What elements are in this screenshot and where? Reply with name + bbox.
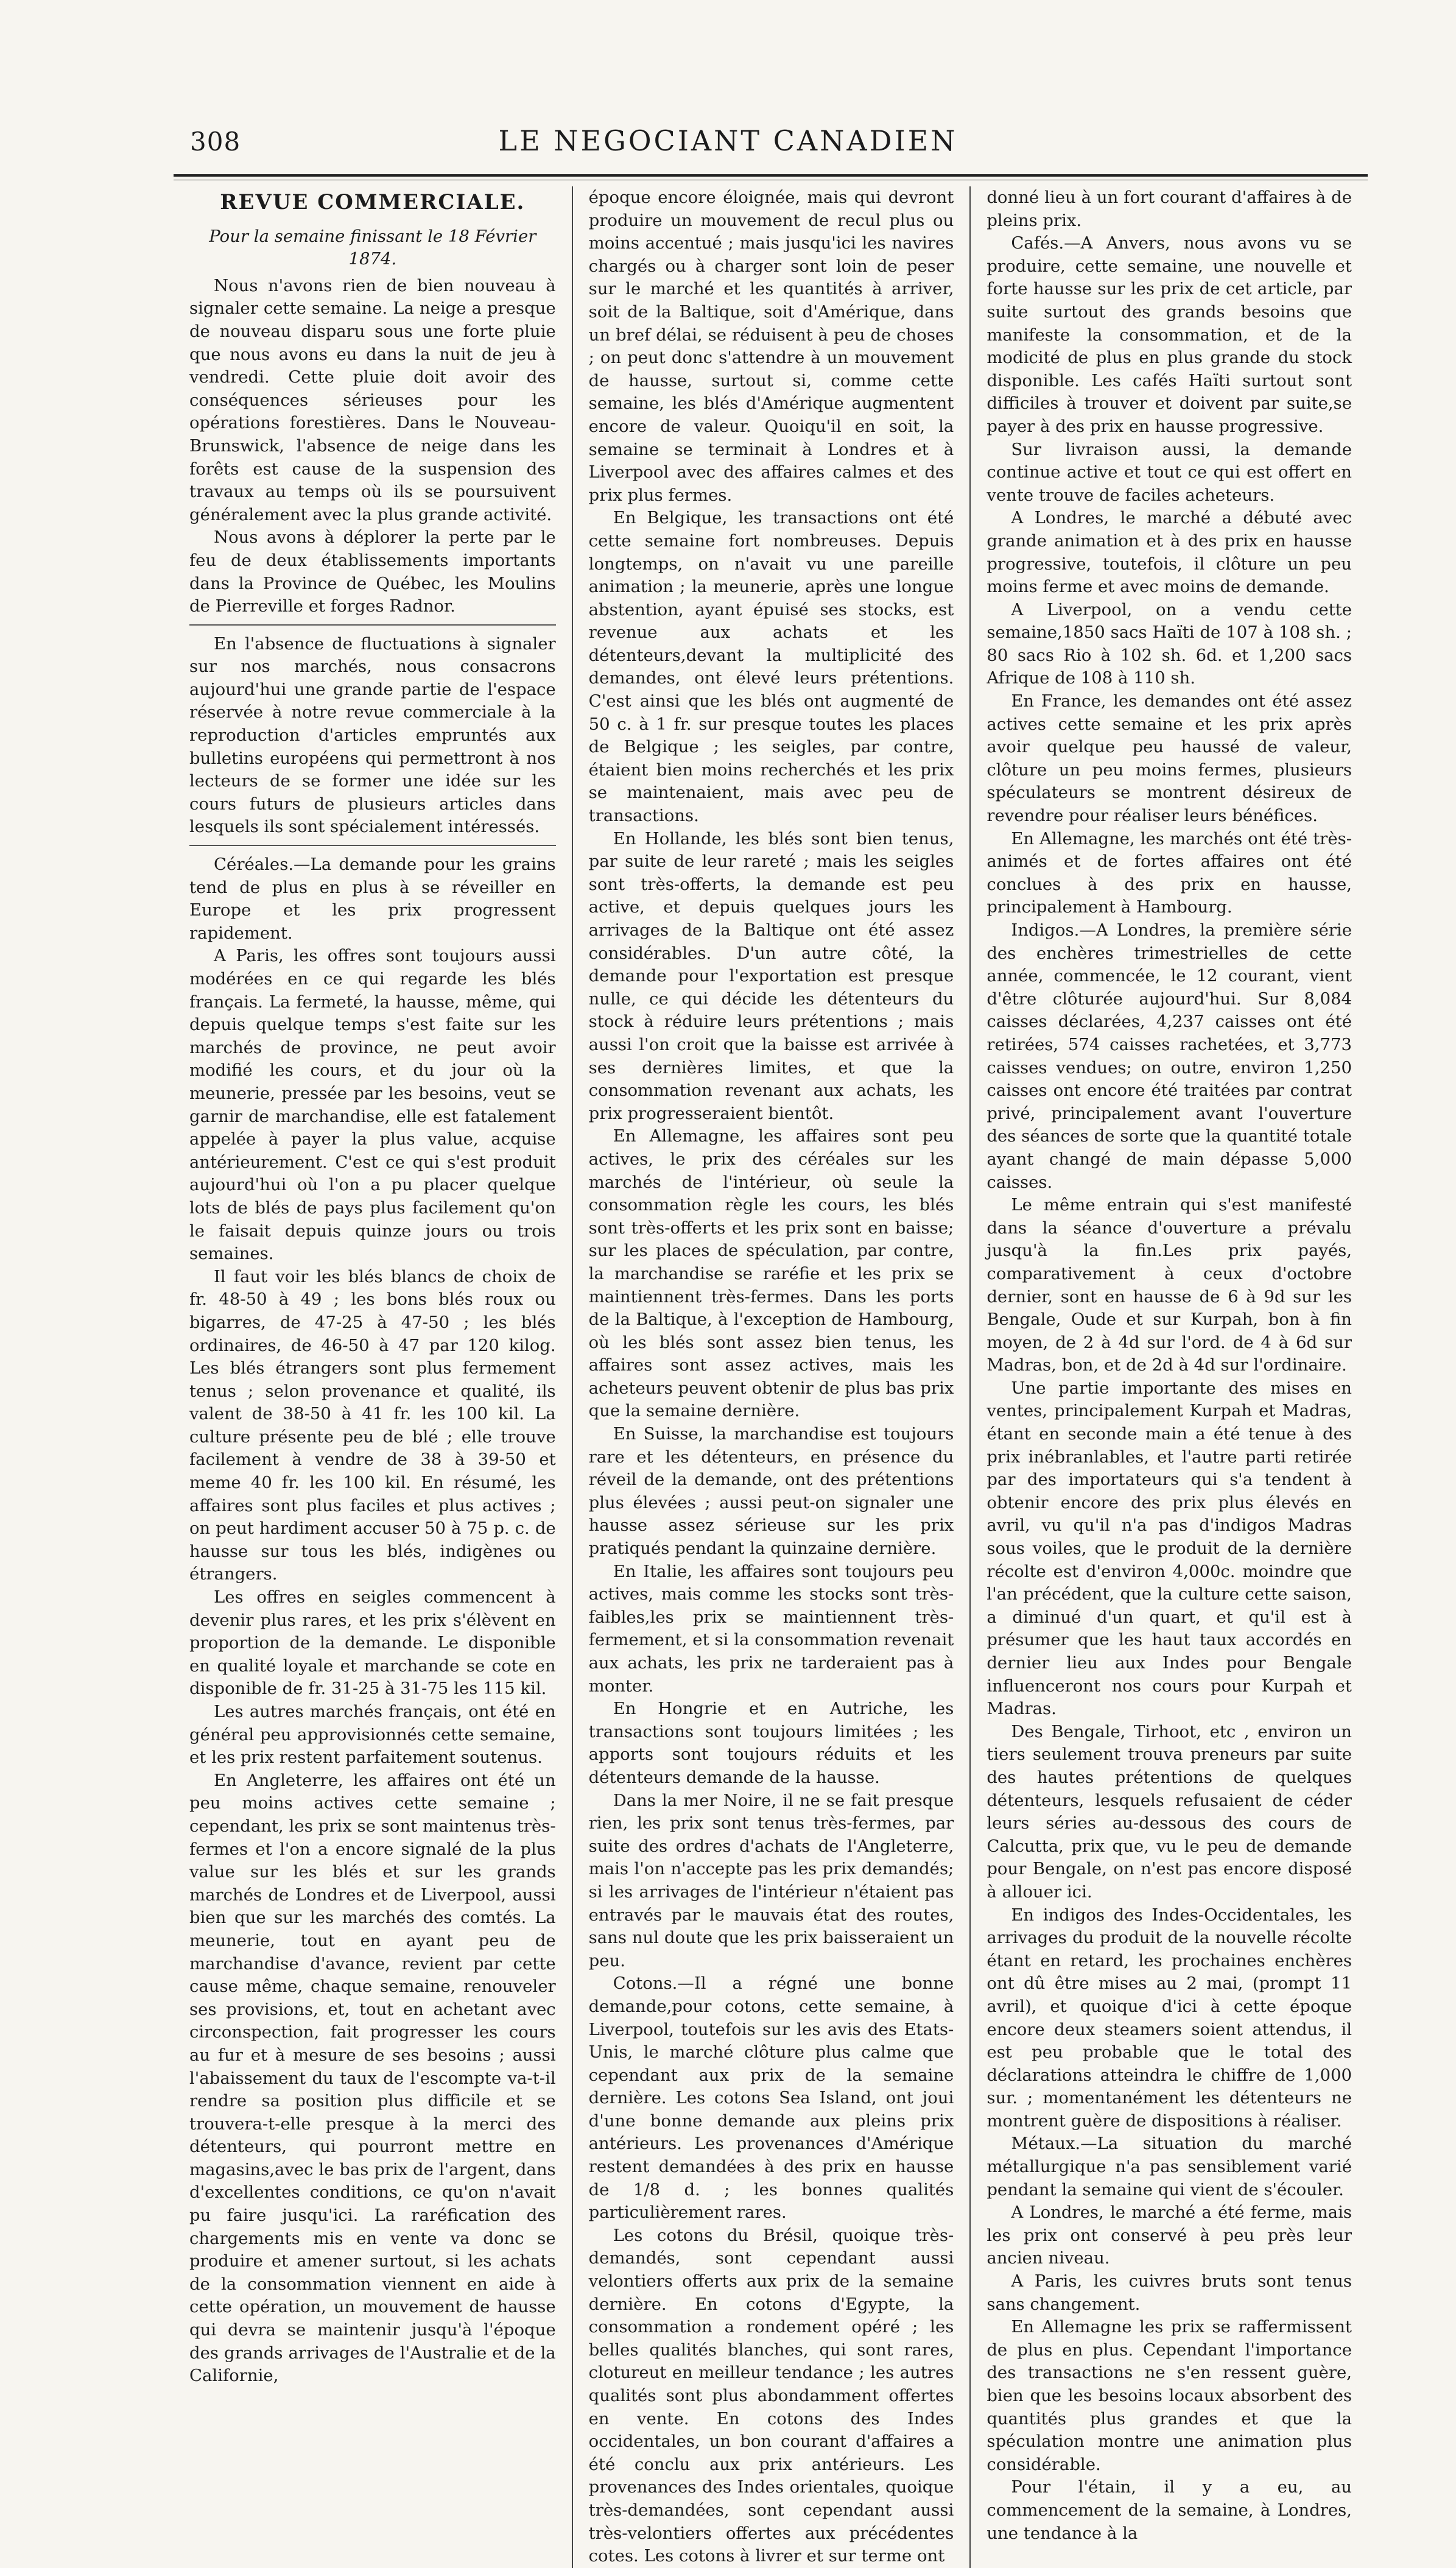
- paragraph: Nous n'avons rien de bien nouveau à signaler cette semaine. La neige a presque de nouveau disparu sous une forte pluie que nous avons eu dans la nuit de jeu à vendredi. Cette pluie doit avoir des conséquences sérieuses pour les opérations forestières. Dans le Nouveau-Brunswick, l'absence de neige dans les forêts est cause de la suspension des travaux au temps où ils se poursuivent généralement avec la plus grande activité.: [189, 275, 556, 524]
- paragraph: époque encore éloignée, mais qui devront produire un mouvement de recul plus ou moins accentué ; mais jusqu'ici les navires chargés ou à charger sont loin de peser sur le marché et les quantités à arriver, soit de la Baltique, soit d'Amérique, dans un bref délai, se réduisent à peu de choses ; on peut donc s'attendre à un mouvement de hausse, surtout si, comme cette semaine, les blés d'Amérique augmentent encore de valeur. Quoiqu'il en soit, la semaine se terminait à Londres et à Liverpool avec des affaires calmes et des prix plus fermes.: [588, 188, 954, 505]
- paragraph: Dans la mer Noire, il ne se fait presque rien, les prix sont tenus très-fermes, par suite des ordres d'achats de l'Angleterre, mais l'on n'accepte pas les prix demandés; si les arrivages de l'intérieur n'étaient pas entravés par le mauvais état des routes, sans nul doute que les prix baisseraient un peu.: [588, 1790, 954, 1970]
- paragraph: A Londres, le marché a été ferme, mais les prix ont conservé à peu près leur ancien niveau.: [986, 2203, 1352, 2268]
- header-rule: [174, 174, 1368, 180]
- paragraph: Cotons.—Il a régné une bonne demande,pour cotons, cette semaine, à Liverpool, toutefois sur les avis des Etats-Unis, le marché clôture plus calme que cependant aux prix de la semaine dernière. Les cotons Sea Island, ont joui d'une bonne demande aux pleins prix antérieurs. Les provenances d'Amérique restent demandées à des prix en hausse de 1/8 d. ; les bonnes qualités particulièrement rares.: [588, 1974, 954, 2223]
- paragraph: Métaux.—La situation du marché métallurgique n'a pas sensiblement varié pendant la semaine qui vient de s'écouler.: [986, 2134, 1352, 2199]
- paragraph: Il faut voir les blés blancs de choix de fr. 48-50 à 49 ; les bons blés roux ou bigarres, de 47-25 à 47-50 ; les blés ordinaires, de 46-50 à 47 par 120 kilog. Les blés étrangers sont plus fermement tenus ; selon provenance et qualité, ils valent de 38-50 à 41 fr. les 100 kil. La culture présente peu de blé ; elle trouve facilement à vendre de 38 à 39-50 et meme 40 fr. les 100 kil. En résumé, les affaires sont plus faciles et plus actives ; on peut hardiment accuser 50 à 75 p. c. de hausse sur tous les blés, indigènes ou étrangers.: [189, 1266, 556, 1584]
- dateline: Pour la semaine finissant le 18 Février 1874.: [209, 226, 536, 269]
- paragraph: Les autres marchés français, ont été en général peu approvisionnés cette semaine, et les prix restent parfaitement soutenus.: [189, 1702, 556, 1768]
- paragraph: Indigos.—A Londres, la première série des enchères trimestrielles de cette année, commencée, le 12 courant, vient d'être clôturée aujourd'hui. Sur 8,084 caisses déclarées, 4,237 caisses ont été retirées, 574 caisses rachetées, et 3,773 caisses vendues; on outre, environ 1,250 caisses ont encore été traitées par contrat privé, principalement avant l'ouverture des séances de sorte que la quantité totale ayant changé de main dépasse 5,000 caisses.: [986, 920, 1352, 1192]
- running-title: LE NEGOCIANT CANADIEN: [498, 124, 958, 157]
- paragraph: Céréales.—La demande pour les grains tend de plus en plus à se réveiller en Europe et les prix progressent rapidement.: [189, 855, 556, 943]
- paragraph: Le même entrain qui s'est manifesté dans la séance d'ouverture a prévalu jusqu'à la fin.Les prix payés, comparativement à ceux d'octobre dernier, sont en hausse de 6 à 9d sur les Bengale, Oude et sur Kurpah, bon à fin moyen, de 2 à 4d sur l'ord. de 4 à 6d sur Madras, bon, et de 2d à 4d sur l'ordinaire.: [986, 1195, 1352, 1375]
- paragraph: En Italie, les affaires sont toujours peu actives, mais comme les stocks sont très-faibles,les prix se maintiennent très-fermement, et si la consommation revenait aux achats, les prix ne tarderaient pas à monter.: [588, 1561, 954, 1696]
- paragraph: Les cotons du Brésil, quoique très-demandés, sont cependant aussi velontiers offerts aux prix de la semaine dernière. En cotons d'Egypte, la consommation a rondement opéré ; les belles qualités blanches, qui sont rares, clotureut en meilleur tendance ; les autres qualités sont plus abondamment offertes en vente. En cotons des Indes occidentales, un bon courant d'affaires a été conclu aux prix antérieurs. Les provenances des Indes orientales, quoique très-demandées, sont cependant aussi très-velontiers offertes aux précédentes cotes. Les cotons à livrer et sur terme ont: [588, 2225, 954, 2566]
- article-columns: [174, 186, 1368, 2566]
- paragraph: Les offres en seigles commencent à devenir plus rares, et les prix s'élèvent en proportion de la demande. Le disponible en qualité loyale et marchande se cote en disponible de fr. 31-25 à 31-75 les 115 kil.: [189, 1587, 556, 1699]
- column-2: [572, 186, 970, 2568]
- section-divider: [189, 845, 556, 846]
- paragraph: Des Bengale, Tirhoot, etc , environ un tiers seulement trouva preneurs par suite des hautes prétentions de quelques détenteurs, lesquels refusaient de céder leurs séries au-dessous des cours de Calcutta, prix que, vu le peu de demande pour Bengale, on n'est pas encore disposé à allouer ici.: [986, 1721, 1352, 1902]
- section-divider: [189, 624, 556, 626]
- paragraph: En Allemagne, les marchés ont été très-animés et de fortes affaires ont été conclues à des prix en hausse, principalement à Hambourg.: [986, 828, 1352, 917]
- page-number: 308: [190, 127, 241, 157]
- paragraph: Sur livraison aussi, la demande continue active et tout ce qui est offert en vente trouve de faciles acheteurs.: [986, 439, 1352, 505]
- paragraph: Pour l'étain, il y a eu, au commencement de la semaine, à Londres, une tendance à la: [986, 2477, 1352, 2543]
- paragraph: En France, les demandes ont été assez actives cette semaine et les prix après avoir quelque peu haussé de valeur, clôture un peu moins fermes, plusieurs spéculateurs se montrent désireux de revendre pour réaliser leurs bénéfices.: [986, 691, 1352, 826]
- paragraph: En indigos des Indes-Occidentales, les arrivages du produit de la nouvelle récolte étant en retard, les prochaines enchères ont dû être mises au 2 mai, (prompt 11 avril), et quoique d'ici à cette époque encore deux steamers soient attendus, il est peu probable que le total des déclarations atteindra le chiffre de 1,000 sur. ; momentanément les détenteurs ne montrent guère de dispositions à réaliser.: [986, 1905, 1352, 2131]
- paragraph: En Hongrie et en Autriche, les transactions sont toujours limitées ; les apports sont toujours réduits et les détenteurs demande de la hausse.: [588, 1699, 954, 1787]
- paragraph: En l'absence de fluctuations à signaler sur nos marchés, nous consacrons aujourd'hui une grande partie de l'espace réservée à notre revue commerciale à la reproduction d'articles empruntés aux bulletins européens qui permettront à nos lecteurs de se former une idée sur les cours futurs de plusieurs articles dans lesquels ils sont spécialement intéressés.: [189, 633, 556, 837]
- paragraph: En Allemagne, les affaires sont peu actives, le prix des céréales sur les marchés de l'intérieur, où seule la consommation règle les cours, les blés sont très-offerts et les prix sont en baisse; sur les places de spéculation, par contre, la marchandise se raréfie et les prix se maintiennent très-fermes. Dans les ports de la Baltique, à l'exception de Hambourg, où les blés sont assez bien tenus, les affaires sont assez actives, mais les acheteurs peuvent obtenir de plus bas prix que la semaine dernière.: [588, 1126, 954, 1421]
- article-heading: REVUE COMMERCIALE.: [220, 190, 526, 214]
- paragraph: A Paris, les offres sont toujours aussi modérées en ce qui regarde les blés français. La fermeté, la hausse, même, qui depuis quelque temps s'est faite sur les marchés de province, ne peut avoir modifié les cours, et du jour où la meunerie, pressée par les besoins, veut se garnir de marchandise, elle est fatalement appelée à payer la plus value, acquise antérieurement. C'est ce qui s'est produit aujourd'hui où l'on a pu placer quelque lots de blés de pays plus facilement qu'on le faisait depuis quinze jours ou trois semaines.: [189, 946, 556, 1264]
- paragraph: En Angleterre, les affaires ont été un peu moins actives cette semaine ; cependant, les prix se sont maintenus très-fermes et l'on a encore signalé de la plus value sur les blés et sur les grands marchés de Londres et de Liverpool, aussi bien que sur les marchés des comtés. La meunerie, tout en ayant peu de marchandise d'avance, revient par cette cause même, chaque semaine, renouveler ses provisions, et, tout en achetant avec circonspection, fait progresser les cours au fur et à mesure de ses besoins ; aussi l'abaissement du taux de l'escompte va-t-il rendre sa position plus difficile et se trouvera-t-elle presque à la merci des détenteurs, qui pourront mettre en magasins,avec le bas prix de l'argent, dans d'excellentes conditions, ce qu'on n'avait pu faire jusqu'ici. La raréfication des chargements mis en vente va donc se produire et amener surtout, si les achats de la consommation viennent en aide à cette opération, un mouvement de hausse qui devra se maintenir jusqu'à l'époque des grands arrivages de l'Australie et de la Californie,: [189, 1770, 556, 2386]
- column-1: [174, 186, 572, 2568]
- paragraph: A Paris, les cuivres bruts sont tenus sans changement.: [986, 2271, 1352, 2314]
- paragraph: Une partie importante des mises en ventes, principalement Kurpah et Madras, étant en seconde main a été tenue à des prix inébranlables, et l'autre parti retirée par des importateurs qui s'a tendent à obtenir encore des prix plus élevés en avril, vu qu'il n'a pas d'indigos Madras sous voiles, que le produit de la dernière récolte est d'environ 4,000c. moindre que l'an précédent, que la culture cette saison, a diminué d'un quart, et qu'il est à présumer que les haut taux accordés en dernier lieu aux Indes pour Bengale influenceront nos cours pour Kurpah et Madras.: [986, 1378, 1352, 1719]
- paragraph: A Liverpool, on a vendu cette semaine,1850 sacs Haïti de 107 à 108 sh. ; 80 sacs Rio à 102 sh. 6d. et 1,200 sacs Afrique de 108 à 110 sh.: [986, 599, 1352, 688]
- paragraph: En Allemagne les prix se raffermissent de plus en plus. Cependant l'importance des transactions ne s'en ressent guère, bien que les besoins locaux absorbent des quantités plus grandes et que la spéculation montre une animation plus considérable.: [986, 2317, 1352, 2474]
- paragraph: En Hollande, les blés sont bien tenus, par suite de leur rareté ; mais les seigles sont très-offerts, la demande est peu active, et depuis quelques jours les arrivages de la Baltique ont été assez considérables. D'un autre côté, la demande pour l'exportation est presque nulle, ce qui décide les détenteurs du stock à réduire leurs prétentions ; mais aussi l'on croit que la baisse est arrivée à ses dernières limites, et que la consommation revenant aux achats, les prix progresseraient bientôt.: [588, 828, 954, 1123]
- paragraph: En Suisse, la marchandise est toujours rare et les détenteurs, en présence du réveil de la demande, ont des prétentions plus élevées ; aussi peut-on signaler une hausse assez sérieuse sur les prix pratiqués pendant la quinzaine dernière.: [588, 1424, 954, 1559]
- paragraph: A Londres, le marché a débuté avec grande animation et à des prix en hausse progressive, toutefois, il clôture un peu moins ferme et avec moins de demande.: [986, 508, 1352, 597]
- column-3: [969, 186, 1368, 2568]
- paragraph: Nous avons à déplorer la perte par le feu de deux établissements importants dans la Province de Québec, les Moulins de Pierreville et forges Radnor.: [189, 527, 556, 616]
- paragraph: donné lieu à un fort courant d'affaires à de pleins prix.: [986, 188, 1352, 230]
- paragraph: Cafés.—A Anvers, nous avons vu se produire, cette semaine, une nouvelle et forte hausse sur les prix de cet article, par suite surtout des grands besoins que manifeste la consommation, et de la modicité de plus en plus grande du stock disponible. Les cafés Haïti surtout sont difficiles à trouver et doivent par suite,se payer à des prix en hausse progressive.: [986, 233, 1352, 436]
- paragraph: En Belgique, les transactions ont été cette semaine fort nombreuses. Depuis longtemps, on n'avait vu une pareille animation ; la meunerie, après une longue abstention, ayant épuisé ses stocks, est revenue aux achats et les détenteurs,devant la multiplicité des demandes, ont élevé leurs prétentions. C'est ainsi que les blés ont augmenté de 50 c. à 1 fr. sur presque toutes les places de Belgique ; les seigles, par contre, étaient bien moins recherchés et les prix se maintenaient, mais avec peu de transactions.: [588, 508, 954, 826]
